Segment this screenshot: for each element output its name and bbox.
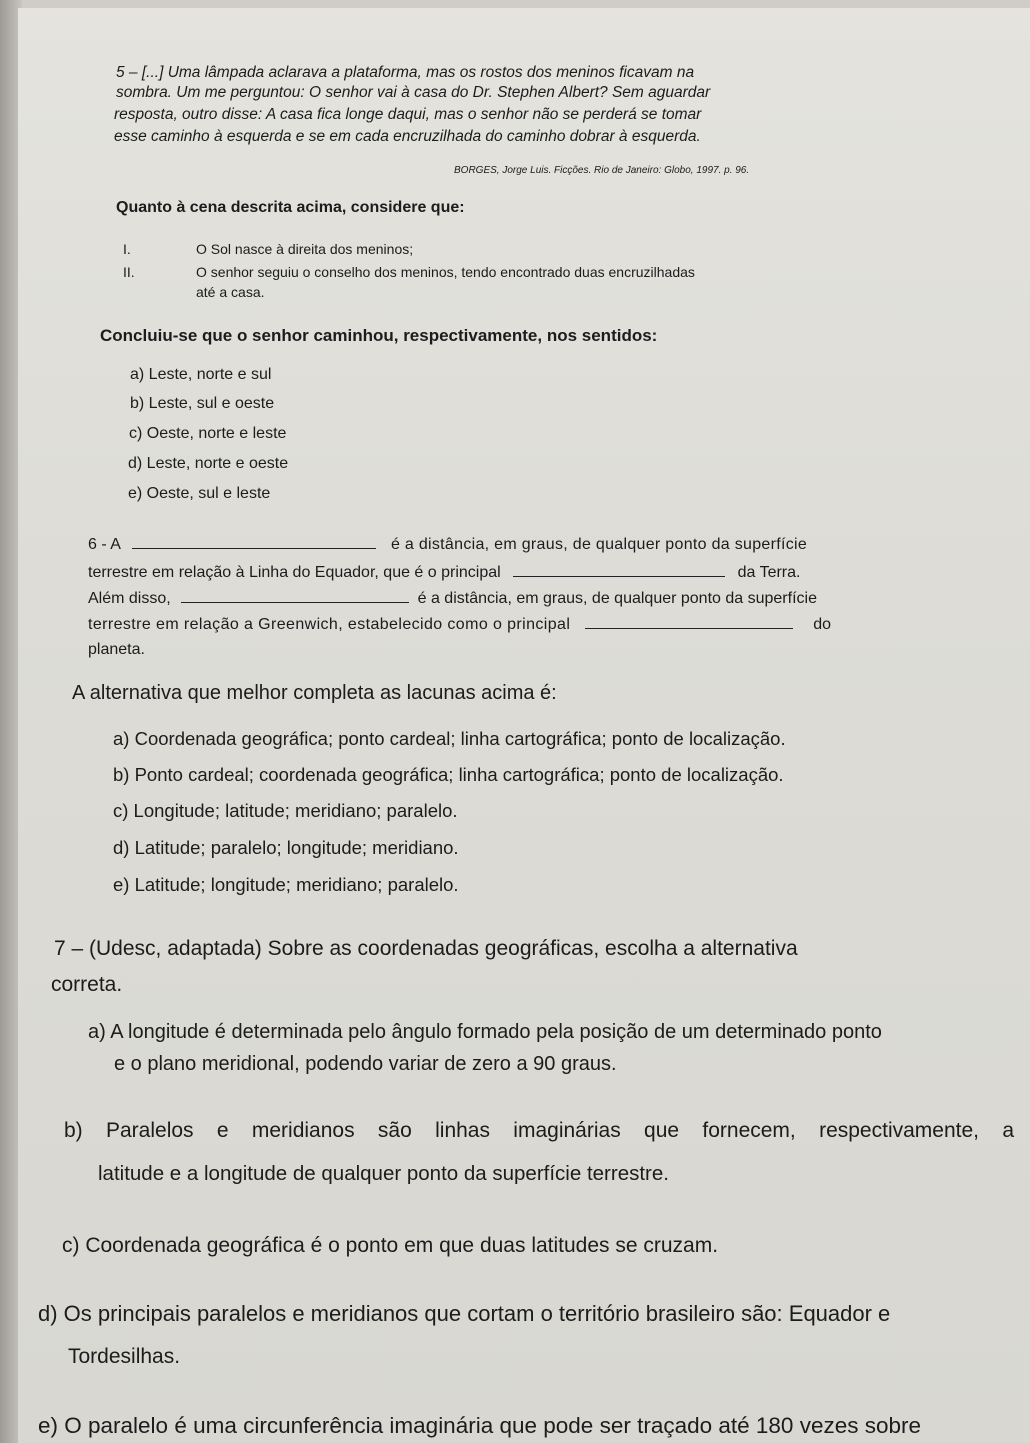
q5-question: Concluiu-se que o senhor caminhou, respectivamente, nos sentidos: (100, 326, 658, 345)
q6-line-1 (88, 536, 807, 554)
q5-text-line-1: 5 – [...] Uma lâmpada aclarava a plataforma, mas os rostos dos meninos ficavam na (116, 64, 695, 81)
q6-line-1-start: 6 - A (88, 536, 121, 553)
q6-line-4 (88, 616, 831, 634)
q5-option-c: c) Oeste, norte e leste (129, 425, 287, 442)
q7-option-a-line-2: e o plano meridional, podendo variar de zero a 90 graus. (114, 1053, 617, 1075)
worksheet-page (18, 8, 1030, 1443)
q7-title-line-1: 7 – (Udesc, adaptada) Sobre as coordenadas geográficas, escolha a alternativa (54, 937, 798, 960)
q6-blank-1[interactable] (132, 536, 376, 549)
q6-question: A alternativa que melhor completa as lacunas acima é: (72, 682, 557, 704)
q6-line-1-end: é a distância, em graus, de qualquer ponto da superfície (390, 536, 808, 553)
q6-line-2-end: da Terra. (737, 564, 801, 581)
q6-line-4-end: do (813, 616, 832, 633)
q6-line-4-start: terrestre em relação a Greenwich, estabelecido como o principal (88, 616, 571, 633)
q5-statement-1: O Sol nasce à direita dos meninos; (196, 241, 414, 257)
q7-option-a-line-1: a) A longitude é determinada pelo ângulo formado pela posição de um determinado ponto (88, 1021, 882, 1043)
q6-line-2 (88, 564, 800, 582)
q6-line-3-start: Além disso, (88, 590, 171, 607)
q5-statement-num-1: I. (123, 241, 131, 257)
q5-text-line-4: esse caminho à esquerda e se em cada encruzilhada do caminho dobrar à esquerda. (114, 128, 701, 145)
q7-option-e-line-1: e) O paralelo é uma circunferência imaginária que pode ser traçado até 180 vezes sobre (38, 1413, 922, 1438)
q7-title-line-2: correta. (51, 973, 123, 996)
q5-option-d: d) Leste, norte e oeste (128, 455, 289, 472)
q7-option-c: c) Coordenada geográfica é o ponto em que duas latitudes se cruzam. (62, 1234, 719, 1257)
q5-option-e: e) Oeste, sul e leste (128, 485, 271, 502)
q5-text-line-3: resposta, outro disse: A casa fica longe daqui, mas o senhor não se perderá se tomar (114, 106, 702, 123)
q6-option-c: c) Longitude; latitude; meridiano; paralelo. (113, 800, 458, 821)
q6-line-2-start: terrestre em relação à Linha do Equador, que é o principal (88, 564, 501, 581)
q5-statement-2: O senhor seguiu o conselho dos meninos, tendo encontrado duas encruzilhadas (196, 264, 695, 280)
q6-blank-2[interactable] (513, 564, 725, 577)
q5-statement-2-cont: até a casa. (196, 284, 265, 300)
q6-line-3-end: é a distância, em graus, de qualquer ponto da superfície (417, 590, 817, 607)
q7-option-d-line-1: d) Os principais paralelos e meridianos que cortam o território brasileiro são: Equador e (38, 1301, 891, 1326)
q7-option-b-line-1: b) Paralelos e meridianos são linhas imaginárias que fornecem, respectivamente, a (64, 1119, 1014, 1142)
q7-option-b-line-2: latitude e a longitude de qualquer ponto da superfície terrestre. (98, 1162, 669, 1185)
q6-blank-3[interactable] (181, 590, 409, 603)
q5-prompt: Quanto à cena descrita acima, considere que: (116, 199, 465, 216)
q6-option-b: b) Ponto cardeal; coordenada geográfica; linha cartográfica; ponto de localização. (113, 764, 784, 785)
q7-option-d-line-2: Tordesilhas. (68, 1345, 181, 1368)
q6-option-a: a) Coordenada geográfica; ponto cardeal; linha cartográfica; ponto de localização. (113, 728, 786, 749)
q5-option-b: b) Leste, sul e oeste (130, 395, 275, 412)
q5-citation: BORGES, Jorge Luis. Ficções. Rio de Janeiro: Globo, 1997. p. 96. (454, 165, 750, 176)
q5-text-line-2: sombra. Um me perguntou: O senhor vai à casa do Dr. Stephen Albert? Sem aguardar (116, 84, 711, 101)
q6-option-d: d) Latitude; paralelo; longitude; meridiano. (113, 837, 459, 858)
q6-line-5: planeta. (88, 641, 145, 658)
q6-blank-4[interactable] (585, 616, 793, 629)
q5-statement-num-2: II. (123, 264, 135, 280)
q6-option-e: e) Latitude; longitude; meridiano; paralelo. (113, 874, 459, 895)
q6-line-3 (88, 590, 817, 608)
q5-option-a: a) Leste, norte e sul (130, 366, 272, 383)
